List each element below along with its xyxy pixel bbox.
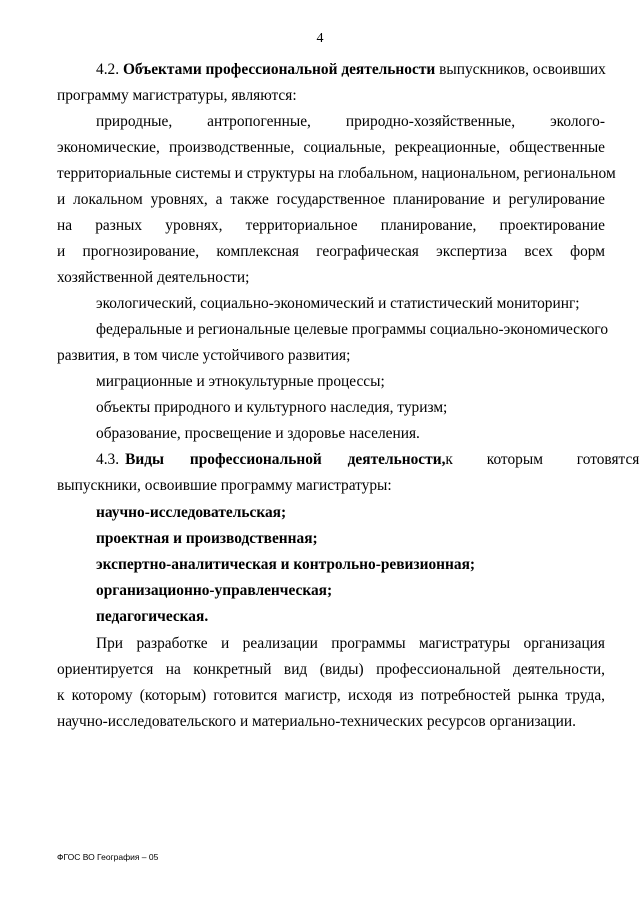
text-line: экономические, производственные, социальные, рекреационные, общественные — [57, 139, 605, 156]
text-line: образование, просвещение и здоровье населения. — [96, 425, 420, 442]
section-number: 4.2. — [96, 61, 120, 78]
footer-label: ФГОС ВО География – 05 — [57, 852, 159, 862]
activity-item — [96, 555, 605, 575]
text-line: программу магистратуры, являются: — [57, 87, 297, 104]
section-title-bold: Виды профессиональной деятельности, — [125, 451, 446, 468]
section-title-rest: выпускников, освоивших — [439, 61, 606, 78]
text-line: хозяйственной деятельности; — [57, 269, 250, 286]
text-line: и локальном уровнях, а также государственное планирование и регулирование — [57, 191, 605, 208]
text-line: на разных уровнях, территориальное планирование, проектирование — [57, 217, 605, 234]
text-line: экологический, социально-экономический и статистический мониторинг; — [96, 295, 580, 312]
activity-label: проектная и производственная; — [96, 530, 318, 547]
text-line: ориентируется на конкретный вид (виды) профессиональной деятельности, — [57, 661, 605, 678]
text-line: При разработке и реализации программы магистратуры организация — [96, 635, 605, 652]
text-line: научно-исследовательского и материально-технических ресурсов организации. — [57, 713, 576, 730]
activity-label: научно-исследовательская; — [96, 504, 287, 521]
text-line: природные, антропогенные, природно-хозяйственные, эколого- — [96, 113, 605, 130]
section-title-rest: к которым готовятся — [445, 451, 640, 468]
section-title-bold: Объектами профессиональной деятельности — [122, 61, 436, 78]
section-4-3-heading — [96, 450, 640, 470]
section-4-2-heading — [96, 60, 605, 80]
text-line: объекты природного и культурного наследия, туризм; — [96, 399, 448, 416]
text-line: федеральные и региональные целевые программы социально-экономического — [96, 321, 609, 338]
text-line: развития, в том числе устойчивого развития; — [57, 347, 351, 364]
page-number: 4 — [316, 31, 324, 46]
activity-label: педагогическая. — [96, 608, 209, 625]
activity-item — [96, 503, 605, 523]
section-number: 4.3. — [96, 451, 120, 468]
text-line: и прогнозирование, комплексная географическая экспертиза всех форм — [57, 243, 605, 260]
activity-item — [96, 581, 605, 601]
activity-label: организационно-управленческая; — [96, 582, 333, 599]
activity-label: экспертно-аналитическая и контрольно-ревизионная; — [96, 556, 476, 573]
activity-item — [96, 529, 605, 549]
text-line: миграционные и этнокультурные процессы; — [96, 373, 385, 390]
text-line: к которому (которым) готовится магистр, исходя из потребностей рынка труда, — [57, 687, 605, 704]
text-line: выпускники, освоившие программу магистратуры: — [57, 477, 392, 494]
activity-item — [96, 607, 605, 627]
text-line: территориальные системы и структуры на глобальном, национальном, региональном — [57, 165, 616, 182]
